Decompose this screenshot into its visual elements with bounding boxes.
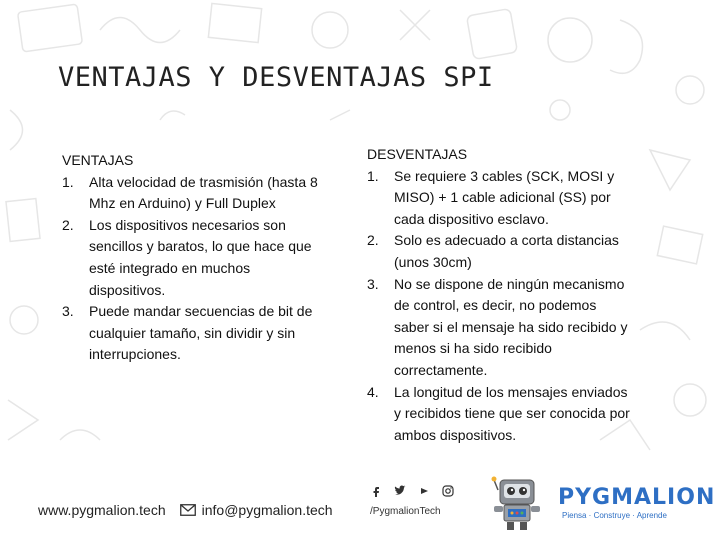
advantages-list (62, 172, 324, 366)
list-item (367, 230, 635, 273)
list-number: 4. (367, 383, 379, 400)
list-item-text: Alta velocidad de trasmisión (hasta 8 Mhz en Arduino) y Full Duplex (89, 173, 318, 212)
list-item (367, 274, 635, 382)
disadvantages-column (367, 144, 635, 446)
disadvantages-heading: DESVENTAJAS (367, 146, 468, 162)
list-item (367, 382, 635, 447)
social-links (370, 482, 480, 517)
brand-tagline: Piensa · Construye · Aprende (562, 511, 667, 520)
brand-name: PYGMALION (558, 485, 716, 510)
slide-title: VENTAJAS Y DESVENTAJAS SPI (58, 62, 494, 93)
mail-icon (180, 504, 196, 516)
list-item-text: Se requiere 3 cables (SCK, MOSI y MISO) + 1 cable adicional (SS) por cada dispositivo esclavo. (394, 167, 615, 227)
advantages-column (62, 150, 324, 366)
facebook-icon[interactable] (370, 484, 382, 496)
list-item-text: Los dispositivos necesarios son sencillos y baratos, lo que hace que esté integrado en muchos dispositivos. (89, 216, 312, 298)
robot-mascot-icon (486, 474, 548, 532)
list-number: 1. (62, 173, 74, 190)
youtube-icon[interactable] (418, 484, 430, 496)
email-link[interactable]: info@pygmalion.tech (201, 502, 333, 518)
twitter-icon[interactable] (394, 484, 406, 496)
pygmalion-logo (558, 485, 716, 520)
list-item (62, 215, 324, 301)
list-number: 2. (367, 232, 379, 249)
list-number: 3. (367, 275, 379, 292)
social-handle[interactable]: /PygmalionTech (370, 506, 441, 517)
advantages-heading: VENTAJAS (62, 152, 134, 168)
list-item-text: Puede mandar secuencias de bit de cualquier tamaño, sin dividir y sin interrupciones. (89, 303, 313, 363)
disadvantages-list (367, 166, 635, 447)
website-link[interactable]: www.pygmalion.tech (38, 502, 166, 518)
list-number: 1. (367, 167, 379, 184)
list-item (367, 166, 635, 231)
footer-contact (38, 500, 333, 520)
list-number: 2. (62, 216, 74, 233)
list-item-text: No se dispone de ningún mecanismo de control, es decir, no podemos saber si el mensaje ha sido recibido y menos si ha sido recibido correctamente. (394, 275, 628, 378)
list-item-text: Solo es adecuado a corta distancias (unos 30cm) (394, 232, 619, 270)
list-number: 3. (62, 303, 74, 320)
list-item (62, 301, 324, 366)
list-item (62, 172, 324, 215)
instagram-icon[interactable] (442, 484, 454, 496)
list-item-text: La longitud de los mensajes enviados y recibidos tiene que ser conocida por ambos dispositivos. (394, 383, 630, 443)
